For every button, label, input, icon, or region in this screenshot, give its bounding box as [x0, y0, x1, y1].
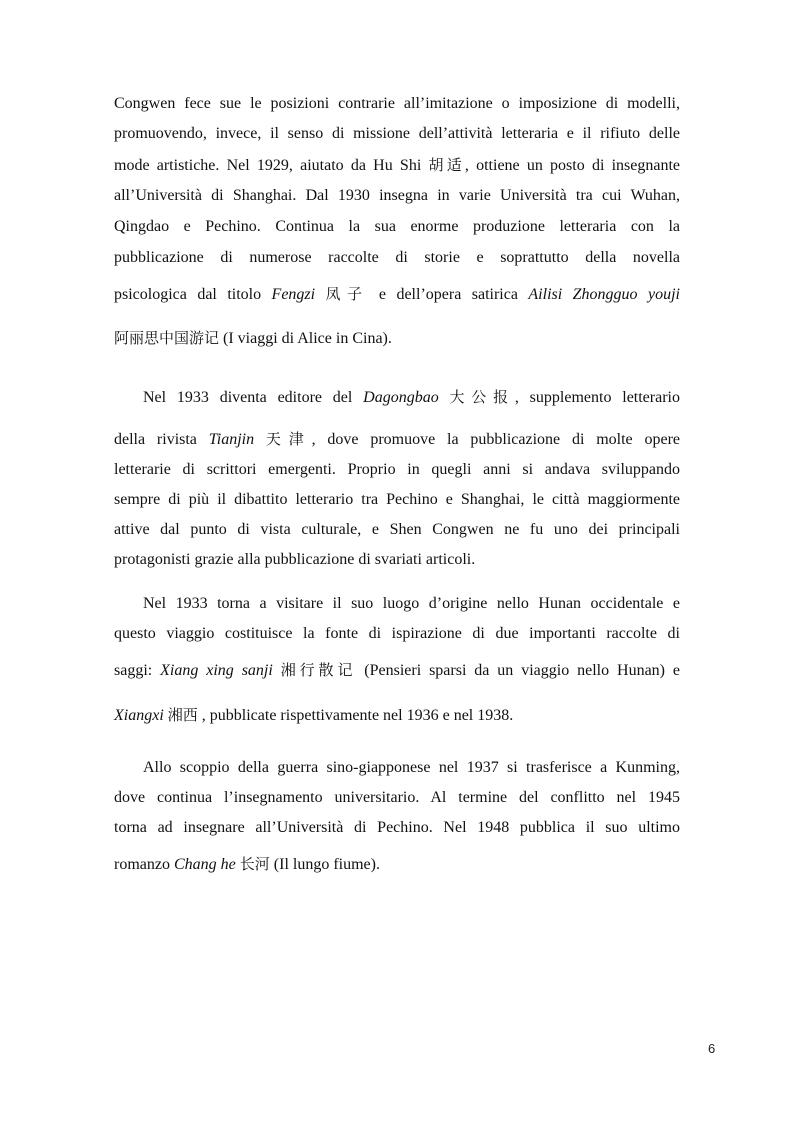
page-number: 6 — [708, 1041, 716, 1056]
text-line — [143, 594, 680, 614]
text-line — [114, 248, 680, 268]
text-run — [273, 662, 281, 679]
text-line — [114, 788, 680, 808]
text-line — [114, 460, 680, 480]
chinese-term: 大公报 — [449, 388, 515, 406]
text-run: attive dal punto di vista culturale, e Shen Congwen ne fu uno dei principali — [114, 521, 680, 538]
text-run — [254, 431, 266, 448]
text-line — [114, 124, 680, 144]
text-line — [114, 429, 680, 450]
text-run: (I viaggi di Alice in Cina). — [219, 330, 392, 347]
chinese-term: 凤子 — [325, 285, 369, 303]
text-run: promuovendo, invece, il senso di missione dell’attività letteraria e il rifiuto delle — [114, 125, 680, 142]
text-run: mode artistiche. Nel 1929, aiutato da Hu Shi — [114, 157, 429, 174]
italic-title: Fengzi — [271, 286, 316, 303]
text-run: Nel 1933 diventa editore del — [143, 389, 364, 406]
text-run: romanzo — [114, 856, 174, 873]
text-line — [114, 490, 680, 510]
text-run: Allo scoppio della guerra sino-giapponese nel 1937 si trasferisce a Kunming, — [143, 759, 680, 776]
text-run: della rivista — [114, 431, 209, 448]
italic-title: Ailisi Zhongguo youji — [528, 286, 680, 303]
text-run — [439, 389, 450, 406]
text-run: psicologica dal titolo — [114, 286, 272, 303]
chinese-term: 长河 — [239, 855, 270, 873]
text-line — [114, 217, 680, 237]
italic-title: Chang he — [173, 856, 236, 873]
text-line — [114, 328, 680, 349]
text-run: letterarie di scrittori emergenti. Proprio in quegli anni si andava sviluppando — [114, 461, 680, 478]
text-run: torna ad insegnare all’Università di Pechino. Nel 1948 pubblica il suo ultimo — [114, 819, 680, 836]
text-line — [114, 284, 680, 305]
chinese-term: 胡适 — [428, 156, 465, 174]
text-line — [114, 550, 680, 570]
text-run: protagonisti grazie alla pubblicazione di svariati articoli. — [114, 551, 476, 568]
text-run: , supplemento letterario — [514, 389, 680, 406]
text-line — [143, 387, 680, 408]
chinese-term: 湘西 — [167, 706, 198, 724]
text-line — [114, 94, 680, 114]
text-line — [114, 705, 680, 726]
text-line — [114, 186, 680, 206]
text-run: saggi: — [114, 662, 161, 679]
text-run: Nel 1933 torna a visitare il suo luogo d’origine nello Hunan occidentale e — [143, 595, 680, 612]
italic-title: Xiangxi — [114, 707, 164, 724]
text-line — [114, 155, 680, 176]
italic-title: Xiang xing sanji — [160, 662, 273, 679]
text-run: , ottiene un posto di insegnante — [464, 157, 681, 174]
text-run: e dell’opera satirica — [368, 286, 529, 303]
text-line — [143, 758, 680, 778]
text-run: dove continua l’insegnamento universitario. Al termine del conflitto nel 1945 — [114, 789, 680, 806]
chinese-term: 湘行散记 — [280, 661, 357, 679]
italic-title: Tianjin — [208, 431, 255, 448]
text-run: pubblicazione di numerose raccolte di storie e soprattutto della novella — [114, 249, 680, 266]
text-line — [114, 854, 680, 875]
text-run: sempre di più il dibattito letterario tra Pechino e Shanghai, le città maggiormente — [114, 491, 680, 508]
text-run: , dove promuove la pubblicazione di molte opere — [311, 431, 680, 448]
text-run: , pubblicate rispettivamente nel 1936 e nel 1938. — [197, 707, 514, 724]
text-run: questo viaggio costituisce la fonte di ispirazione di due importanti raccolte di — [114, 625, 680, 642]
text-line — [114, 660, 680, 681]
text-line — [114, 520, 680, 540]
text-run: (Il lungo fiume). — [269, 856, 380, 873]
text-run — [315, 286, 325, 303]
text-line — [114, 624, 680, 644]
text-run: Qingdao e Pechino. Continua la sua enorme produzione letteraria con la — [114, 218, 680, 235]
text-run: (Pensieri sparsi da un viaggio nello Hunan) e — [356, 662, 680, 679]
chinese-term: 天津 — [265, 430, 312, 448]
chinese-term: 阿丽思中国游记 — [114, 329, 220, 347]
text-run: Congwen fece sue le posizioni contrarie all’imitazione o imposizione di modelli, — [114, 95, 680, 112]
text-line — [114, 818, 680, 838]
text-run: all’Università di Shanghai. Dal 1930 insegna in varie Università tra cui Wuhan, — [114, 187, 680, 204]
italic-title: Dagongbao — [363, 389, 439, 406]
